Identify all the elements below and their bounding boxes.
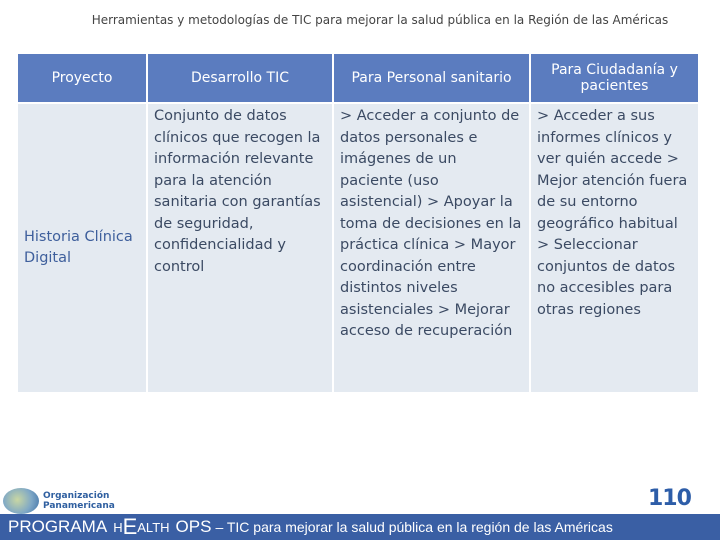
- footer-e: E: [122, 514, 138, 539]
- footer-alth: ALTH: [137, 519, 170, 535]
- cell-project: Historia Clínica Digital: [18, 104, 146, 392]
- header-project: Proyecto: [18, 54, 146, 102]
- org-logo: [3, 488, 123, 514]
- globe-icon: [3, 488, 39, 514]
- cell-development: Conjunto de datos clínicos que recogen la información relevante para la atención sanitaria con garantías de seguridad, confidencialidad y control: [148, 104, 332, 392]
- slide-title: Herramientas y metodologías de TIC para mejorar la salud pública en la Región de las Américas: [91, 13, 669, 27]
- footer-rest: – TIC para mejorar la salud pública en la región de las Américas: [215, 519, 613, 535]
- org-name-line1: Organización: [43, 491, 110, 501]
- brand-mark: 110: [648, 486, 691, 511]
- header-citizens: Para Ciudadanía y pacientes: [531, 54, 698, 102]
- org-name-line2: Panamericana: [43, 501, 115, 511]
- org-name: [43, 491, 115, 511]
- cell-citizens: > Acceder a sus informes clínicos y ver quién accede > Mejor atención fuera de su entorno geográfico habitual > Seleccionar conjuntos de datos no accesibles para otras regiones: [531, 104, 698, 392]
- footer-bar: [0, 514, 720, 540]
- header-development: Desarrollo TIC: [148, 54, 332, 102]
- footer-ops: OPS: [175, 517, 212, 536]
- cell-health-staff: > Acceder a conjunto de datos personales e imágenes de un paciente (uso asistencial) > Apoyar la toma de decisiones en la práctica clínica > Mayor coordinación entre distintos niveles asistenciales > Mejorar acceso de recuperación: [334, 104, 529, 392]
- tic-table: [18, 54, 698, 392]
- footer-program: PROGRAMA: [8, 517, 108, 536]
- footer-h: H: [113, 519, 123, 535]
- header-health-staff: Para Personal sanitario: [334, 54, 529, 102]
